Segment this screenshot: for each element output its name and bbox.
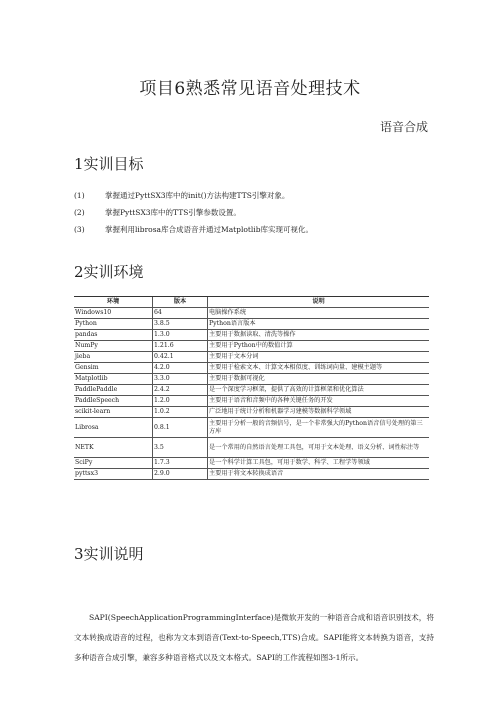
- cell-version: 2.9.0: [153, 469, 208, 480]
- list-item-number: (3): [74, 225, 85, 234]
- section-heading-description: 3实训说明: [74, 545, 144, 563]
- cell-version: 2.4.2: [153, 385, 208, 396]
- cell-version: 3.5: [153, 438, 208, 458]
- cell-env: Windows10: [74, 308, 153, 319]
- cell-description: Python语言版本: [208, 319, 430, 330]
- table-row: [74, 418, 429, 438]
- cell-env: NumPy: [74, 341, 153, 352]
- table-row: [74, 330, 429, 341]
- cell-version: 1.3.0: [153, 330, 208, 341]
- table-header-row: [74, 297, 429, 308]
- objectives-list: [74, 191, 434, 242]
- table-row: [74, 458, 429, 469]
- cell-description: 广泛地用于统计分析和机器学习建模等数据科学领域: [208, 407, 430, 418]
- cell-version: 1.21.6: [153, 341, 208, 352]
- cell-version: 64: [153, 308, 208, 319]
- column-header-description: 说明: [208, 297, 430, 308]
- cell-env: SciPy: [74, 458, 153, 469]
- table-row: [74, 385, 429, 396]
- cell-description: 主要用于语音和音频中的各种关键任务的开发: [208, 396, 430, 407]
- cell-env: Gensim: [74, 363, 153, 374]
- cell-version: 4.2.0: [153, 363, 208, 374]
- cell-description: 是一个常用的自然语言处理工具包，可用于文本处理、语义分析、词性标注等: [208, 438, 430, 458]
- cell-description: 主要用于将文本转换成语音: [208, 469, 430, 480]
- cell-env: PaddleSpeech: [74, 396, 153, 407]
- table-row: [74, 341, 429, 352]
- document-title: 项目6熟悉常见语音处理技术: [139, 79, 361, 99]
- cell-env: Matplotlib: [74, 374, 153, 385]
- list-item: [74, 191, 434, 201]
- cell-version: 0.8.1: [153, 418, 208, 438]
- cell-env: Librosa: [74, 418, 153, 438]
- table-row: [74, 396, 429, 407]
- list-item-text: 掌握PyttSX3库中的TTS引擎参数设置。: [105, 208, 241, 217]
- cell-env: pandas: [74, 330, 153, 341]
- list-item: [74, 225, 434, 235]
- document-subtitle: 语音合成: [379, 120, 428, 134]
- list-item-number: (2): [74, 208, 85, 217]
- cell-description: 主要用于检索文本、计算文本相似度、训练词向量、建模主题等: [208, 363, 430, 374]
- table-row: [74, 363, 429, 374]
- list-item-text: 掌握通过PyttSX3库中的init()方法构建TTS引擎对象。: [105, 191, 290, 200]
- list-item-text: 掌握利用librosa库合成语音并通过Matplotlib库实现可视化。: [105, 225, 314, 234]
- cell-env: jieba: [74, 352, 153, 363]
- section-heading-environment: 2实训环境: [74, 263, 144, 281]
- cell-description: 主要用于数据可视化: [208, 374, 430, 385]
- cell-description: 电脑操作系统: [208, 308, 430, 319]
- cell-description: 主要用于数据读取、清洗等操作: [208, 330, 430, 341]
- table-row: [74, 374, 429, 385]
- environment-table: [74, 296, 429, 480]
- table-row: [74, 469, 429, 480]
- table-row: [74, 308, 429, 319]
- column-header-env: 环境: [74, 297, 153, 308]
- table-row: [74, 352, 429, 363]
- cell-version: 0.42.1: [153, 352, 208, 363]
- cell-version: 3.8.5: [153, 319, 208, 330]
- cell-description: 主要用于文本分词: [208, 352, 430, 363]
- cell-version: 1.7.3: [153, 458, 208, 469]
- list-item: [74, 208, 434, 218]
- cell-description: 是一个科学计算工具包，可用于数学、科学、工程学等领域: [208, 458, 430, 469]
- section-heading-objectives: 1实训目标: [74, 155, 144, 173]
- cell-description: 是一个深度学习框架，提供了高效的计算框架和优化算法: [208, 385, 430, 396]
- table-row: [74, 407, 429, 418]
- list-item-number: (1): [74, 191, 85, 200]
- cell-description: 主要用于分析一般的音频信号，是一个非常强大的Python语音信号处理的第三方库: [208, 418, 430, 438]
- table-row: [74, 319, 429, 330]
- cell-env: NETK: [74, 438, 153, 458]
- table-row: [74, 438, 429, 458]
- cell-version: 1.0.2: [153, 407, 208, 418]
- cell-env: scikit-learn: [74, 407, 153, 418]
- cell-description: 主要用于Python中的数值计算: [208, 341, 430, 352]
- cell-env: Python: [74, 319, 153, 330]
- description-paragraph: SAPI(SpeechApplicationProgrammingInterface)是微软开发的一种语音合成和语音识别技术，将文本转换成语音的过程，也称为文本到语音(Text-to-Speech,TTS)合成。SAPI能将文本转换为语音，支持多种语音合成引擎，兼容多种语音格式以及文本格式。SAPI的工作流程如图3-1所示。: [74, 612, 434, 662]
- cell-version: 3.3.0: [153, 374, 208, 385]
- column-header-version: 版本: [153, 297, 208, 308]
- cell-env: PaddlePaddle: [74, 385, 153, 396]
- cell-version: 1.2.0: [153, 396, 208, 407]
- cell-env: pyttsx3: [74, 469, 153, 480]
